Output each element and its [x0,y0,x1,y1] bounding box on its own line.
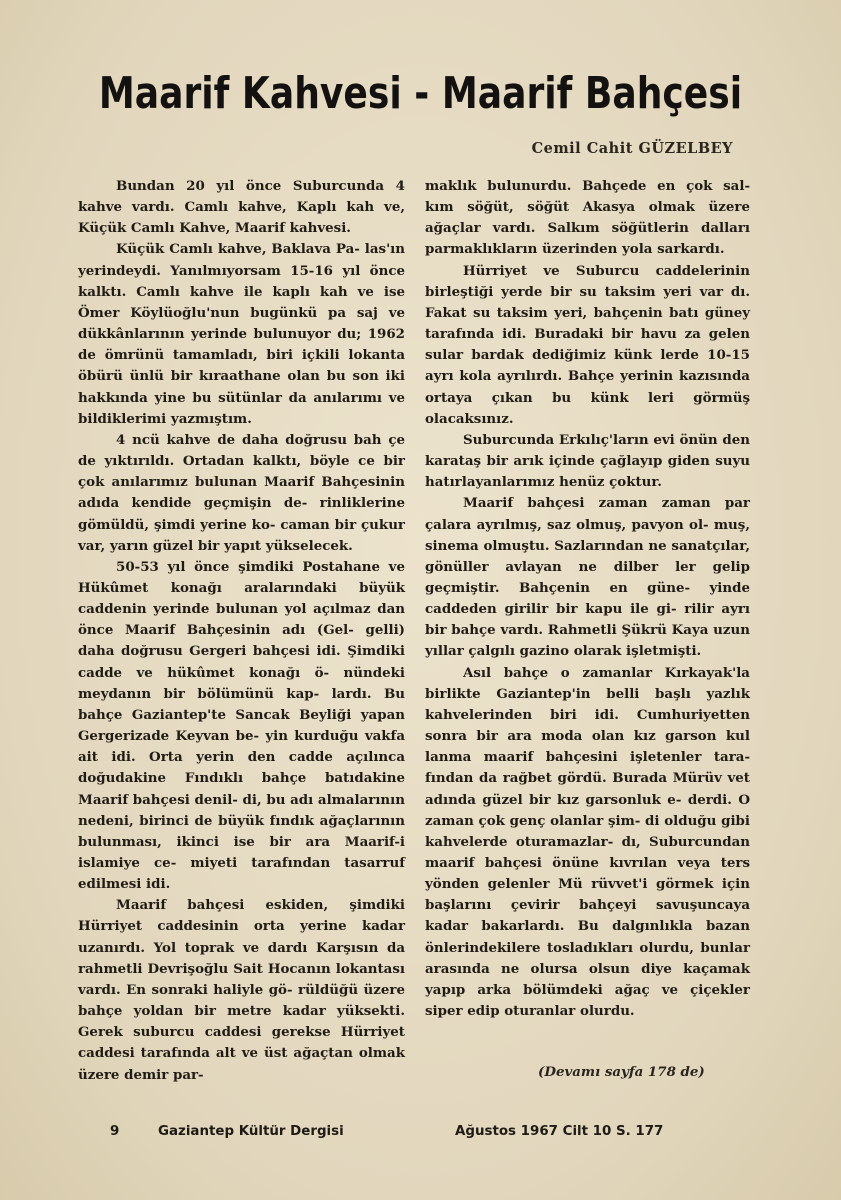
paragraph: Asıl bahçe o zamanlar Kırkayak'la birlikte Gaziantep'in belli başlı yazlık kahvelerinden biri idi. Cumhuriyetten sonra bir ara moda olan kız garson kul lanma maarif bahçesini işletenler tara- fından da rağbet gördü. Burada Mürüv vet adında güzel bir kız garsonluk e- derdi. O zaman çok genç olanlar şim- di olduğu gibi kahvelerde oturamazlar- dı, Suburcundan maarif bahçesi önüne kıvrılan veya ters yönden gelenler Mü rüvvet'i görmek için başlarını çevirir bahçeyi savuşuncaya kadar bakarlardı. Bu dalgınlıkla bazan önlerindekilere tosladıkları olurdu, bunlar arasında ne olursa olsun diye kaçamak yapıp arka bölümdeki ağaç ve çiçekler siper edip oturanlar olurdu. [425,664,750,1020]
paragraph: Maarif bahçesi eskiden, şimdiki Hürriyet caddesinin orta yerine kadar uzanırdı. Yol toprak ve dardı Karşısın da rahmetli Devrişoğlu Sait Hocanın lokantası vardı. En sonraki haliyle gö- rüldüğü üzere bahçe yoldan bir metre kadar yüksekti. Gerek suburcu caddesi gerekse Hürriyet caddesi tarafında alt ve üst ağaçtan olmak üzere demir par- [78,897,405,1083]
paragraph: maklık bulunurdu. Bahçede en çok sal- kım söğüt, söğüt Akasya olmak üzere ağaçlar vardı. Salkım söğütlerin dalları parmaklıkların üzerinden yola sarkardı. [425,178,750,258]
journal-name: Gaziantep Kültür Dergisi [158,1124,344,1139]
right-column [425,176,750,1022]
article-title: Maarif Kahvesi - Maarif Bahçesi [98,68,743,119]
left-column [78,176,405,1086]
continued-note: (Devamı sayfa 178 de) [538,1064,705,1080]
page-number: 9 [110,1124,120,1139]
paragraph: Suburcunda Erkılıç'ların evi önün den karataş bir arık içinde çağlayıp giden suyu hatırlayanlarımız henüz çoktur. [425,431,750,491]
paragraph: Küçük Camlı kahve, Baklava Pa- las'ın yerindeydi. Yanılmıyorsam 15-16 yıl önce kalktı. Camlı kahve ile kaplı kah ve ise Ömer Köylüoğlu'nun bugünkü pa saj ve dükkânlarının yerinde bulunuyor du; 1962 de ömrünü tamamladı, biri içkili lokanta öbürü ünlü bir kıraathane olan bu son iki hakkında yine bu sütünlar da anılarımı ve bildiklerimi yazmıştım. [78,241,405,427]
paragraph: Hürriyet ve Suburcu caddelerinin birleştiği yerde bir su taksim yeri var dı. Fakat su taksim yeri, bahçenin batı güney tarafında idi. Buradaki bir havu za gelen sular bardak dediğimiz künk lerde 10-15 ayrı kola ayrılırdı. Bahçe yerinin kazısında ortaya çıkan bu künk leri görmüş olacaksınız. [425,262,750,427]
paragraph: 50-53 yıl önce şimdiki Postahane ve Hükûmet konağı aralarındaki büyük caddenin yerinde bulunan yol açılmaz dan önce Maarif Bahçesinin adı (Gel- gelli) daha doğrusu Gergeri bahçesi idi. Şimdiki cadde ve hükûmet konağı ö- nündeki meydanın bir bölümünü kap- lardı. Bu bahçe Gaziantep'te Sancak Beyliği yapan Gergerizade Keyvan be- yin kurduğu vakfa ait idi. Orta yerin den cadde açılınca doğudakine Fındıklı bahçe batıdakine Maarif bahçesi denil- di, bu adı almalarının nedeni, birinci de büyük fındık ağaçlarının bulunması, ikinci ise bir ara Maarif-i islamiye ce- miyeti tarafından tasarruf edilmesi idi. [78,558,405,893]
paragraph: Bundan 20 yıl önce Suburcunda 4 kahve vardı. Camlı kahve, Kaplı kah ve, Küçük Camlı Kahve, Maarif kahvesi. [78,178,405,237]
paragraph: Maarif bahçesi zaman zaman par çalara ayrılmış, saz olmuş, pavyon ol- muş, sinema olmuştu. Sazlarından ne sanatçılar, gönüller avlayan ne dilber ler gelip geçmiştir. Bahçenin en güne- yinde caddeden girilir bir kapu ile gi- rilir ayrı bir bahçe vardı. Rahmetli Şükrü Kaya uzun yıllar çalgılı gazino olarak işletmişti. [425,495,750,660]
article-author: Cemil Cahit GÜZELBEY [531,140,733,157]
issue-info: Ağustos 1967 Cilt 10 S. 177 [455,1124,664,1139]
paragraph: 4 ncü kahve de daha doğrusu bah çe de yıktırıldı. Ortadan kalktı, böyle ce bir çok anılarımız bulunan Maarif Bahçesinin adıda kendide geçmişin de- rinliklerine gömüldü, şimdi yerine ko- caman bir çukur var, yarın güzel bir yapıt yükselecek. [78,431,405,554]
